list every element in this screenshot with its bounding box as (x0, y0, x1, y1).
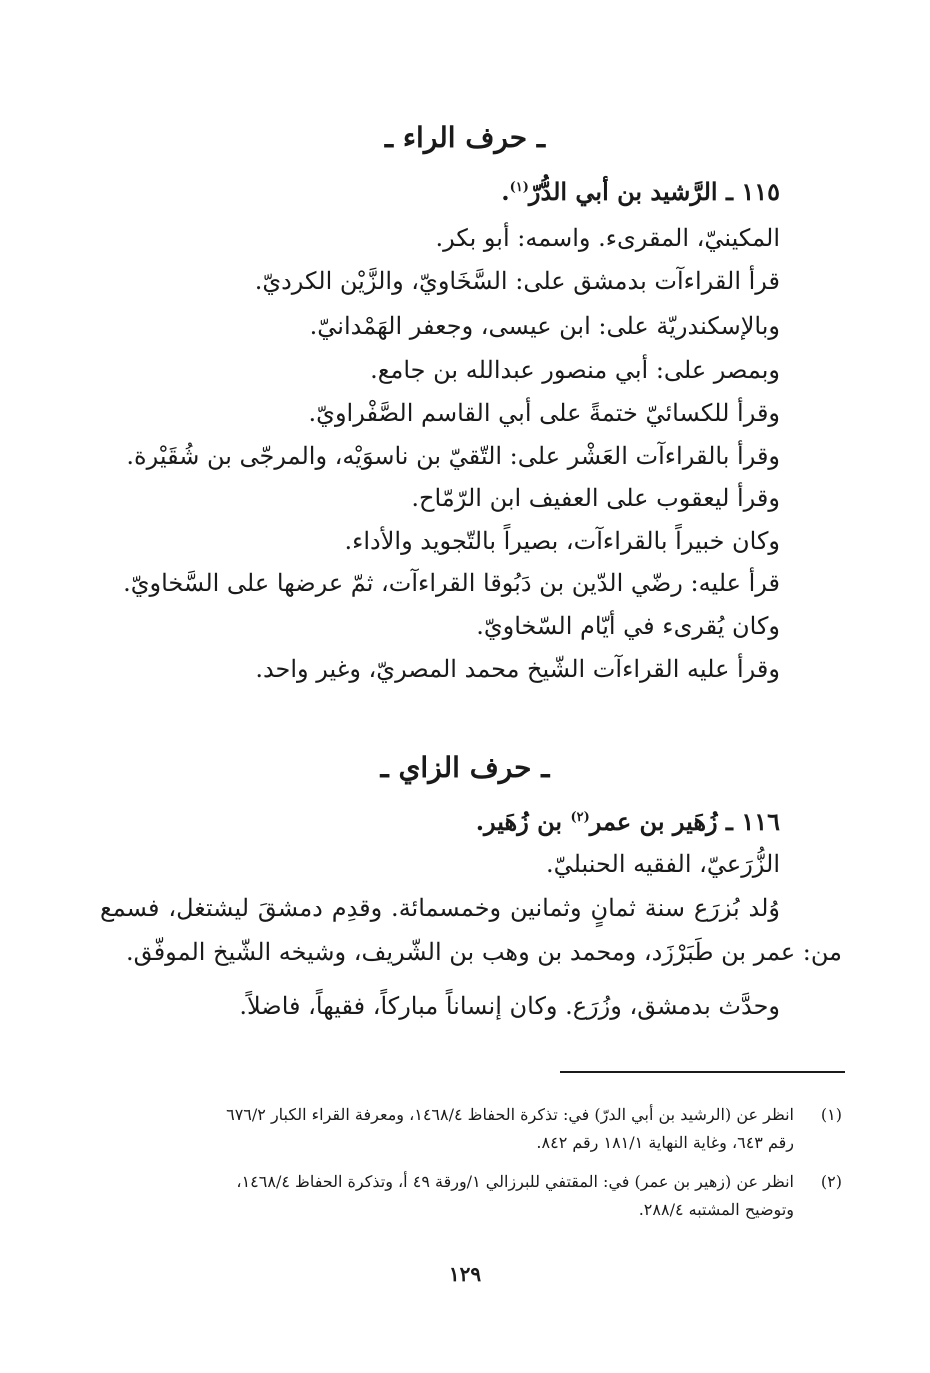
text-line: وبالإسكندريّة على: ابن عيسى، وجعفر الهَمْدانيّ. (309, 312, 780, 340)
footnote-text: انظر عن (زهير بن عمر) في: المقتفي للبرزالي ١/ورقة ٤٩ أ، وتذكرة الحفاظ ١٤٦٨/٤، (236, 1172, 794, 1191)
footnote-ref: (١) (509, 180, 529, 195)
text-line: وكان خبيراً بالقراءآت، بصيراً بالتّجويد والأداء. (344, 527, 780, 555)
text-line: قرأ عليه: رضّي الدّين بن دَبُوقا القراءآت، ثمّ عرضها على السَّخاويّ. (123, 569, 780, 597)
text-line: وُلد بُزرَع سنة ثمانٍ وثمانين وخمسمائة. وقدِم دمشقَ ليشتغل، فسمع (100, 894, 780, 922)
text-line: الزُّرَعيّ، الفقيه الحنبليّ. (545, 850, 780, 878)
entry-title-116 (476, 806, 780, 838)
entry-title-tail: . (501, 177, 510, 206)
entry-title-tail: بن زُهَير. (475, 807, 571, 836)
footnote-2 (117, 1170, 842, 1222)
entry-title-115 (501, 176, 780, 208)
footnote-number: (١) (820, 1105, 842, 1124)
entry-title-text: ١١٥ ـ الرَّشيد بن أبي الدُّرّ (528, 177, 780, 206)
section-heading-ra: ـ حرف الراء ـ (384, 121, 546, 154)
text-line: وحدَّث بدمشق، وزُرَع. وكان إنساناً مباركاً، فقيهاً، فاضلاً. (239, 992, 780, 1020)
footnote-text: انظر عن (الرشيد بن أبي الدرّ) في: تذكرة الحفاظ ١٤٦٨/٤، ومعرفة القراء الكبار ٦٧٦/٢ (226, 1105, 794, 1124)
footnote-number: (٢) (820, 1172, 842, 1191)
text-line: المكينيّ، المقرىء. واسمه: أبو بكر. (435, 224, 780, 252)
text-line: وقرأ بالقراءآت العَشْر على: التّقيّ بن ناسوَيْه، والمرجّى بن شُقَيْرة. (126, 442, 780, 470)
footnote-text: وتوضيح المشتبه ٢٨٨/٤. (638, 1200, 794, 1219)
text-line: وقرأ للكسائيّ ختمةً على أبي القاسم الصَّفْراويّ. (308, 399, 780, 427)
footnote-text: رقم ٦٤٣، وغاية النهاية ١٨١/١ رقم ٨٤٢. (536, 1133, 794, 1152)
page-number: ١٢٩ (448, 1262, 482, 1286)
section-heading-zay: ـ حرف الزاي ـ (380, 751, 550, 784)
text-line: وبمصر على: أبي منصور عبدالله بن جامع. (370, 356, 780, 384)
text-line: وقرأ عليه القراءآت الشّيخ محمد المصريّ، وغير واحد. (255, 655, 780, 683)
footnote-1 (117, 1103, 842, 1155)
entry-title-text: ١١٦ ـ زُهَير بن عمر (589, 807, 780, 836)
text-line: وكان يُقرىء في أيّام السّخاويّ. (476, 612, 780, 640)
text-line: قرأ القراءآت بدمشق على: السَّخَاويّ، والزَّيْن الكرديّ. (254, 267, 780, 295)
text-line: من: عمر بن طَبَرْزَد، ومحمد بن وهب بن الشّريف، وشيخه الشّيخ الموفّق. (126, 938, 842, 966)
footnote-separator (560, 1071, 845, 1073)
footnote-ref: (٢) (570, 810, 590, 825)
text-line: وقرأ ليعقوب على العفيف ابن الرّمّاح. (411, 484, 780, 512)
